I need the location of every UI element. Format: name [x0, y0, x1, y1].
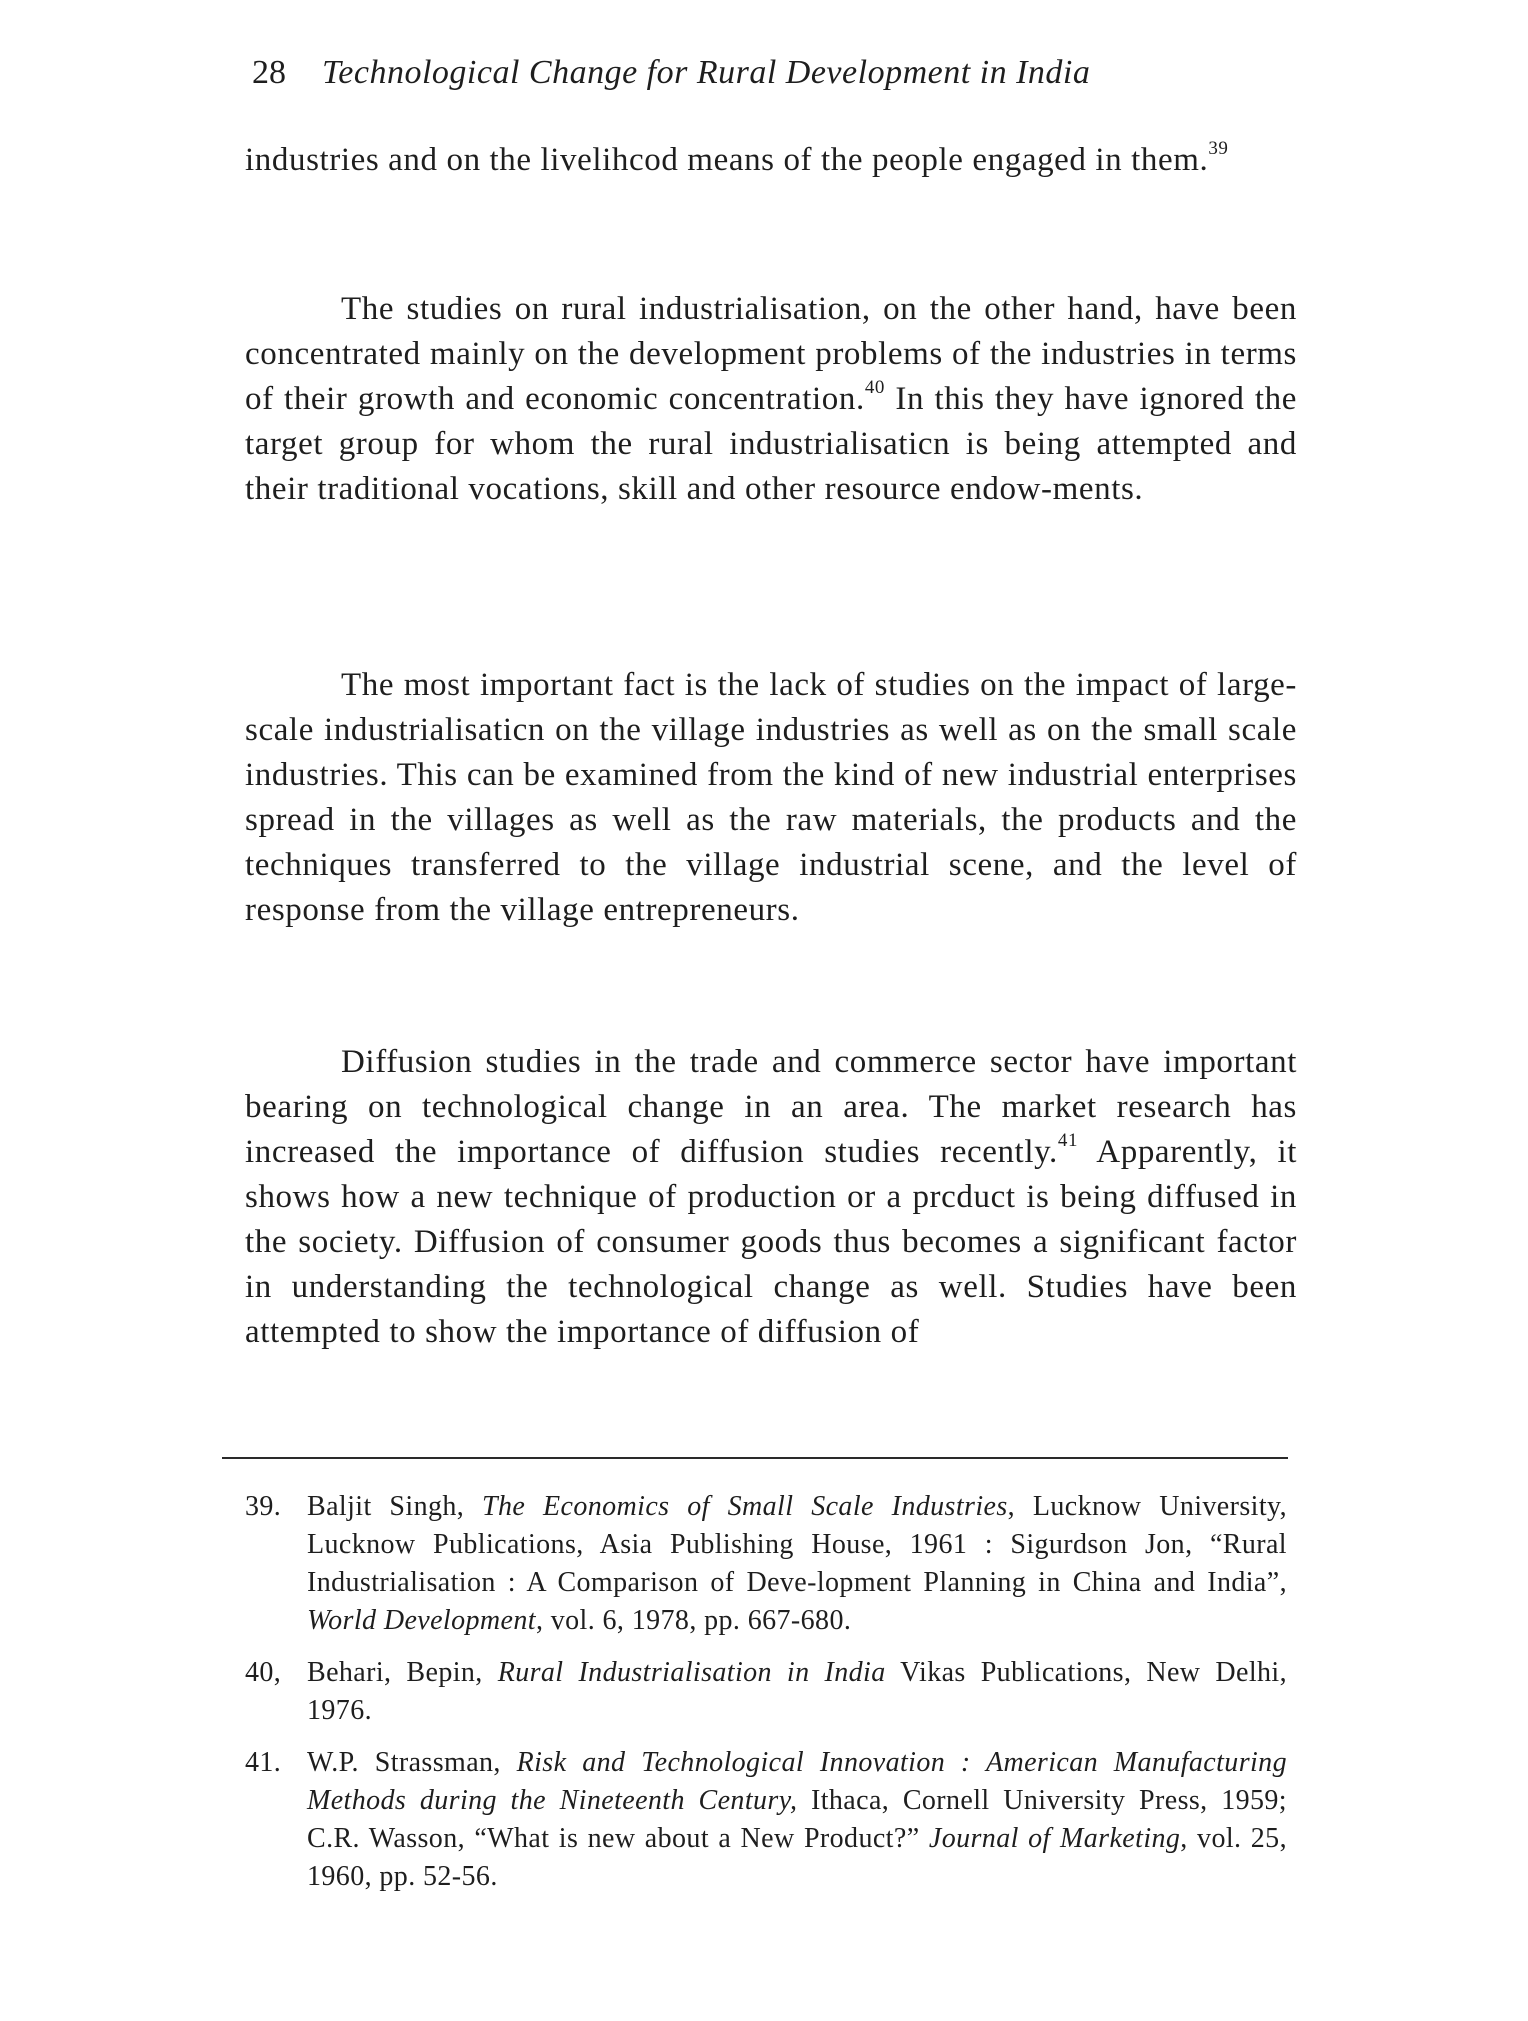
footnote-ref-40: 40 — [864, 377, 886, 398]
book-title: Technological Change for Rural Development in India — [322, 54, 1091, 91]
paragraph-diffusion-studies: Diffusion studies in the trade and commerce sector have important bearing on technological change in an area. The market research has increased the importance of diffusion studies recently.$^{41}$ Apparently, it shows how a new technique of production or a prcduct is being diffused in the society. Diffusion of consumer goods thus becomes a significant factor in understanding the technological change as well. Studies have been attempted to show the importance of diffusion of — [245, 1044, 1298, 1350]
running-head — [252, 50, 1292, 96]
footnote-39 — [245, 1488, 1287, 1640]
footnote-text: W.P. Strassman, Risk and Technological Innovation : American Manufacturing Methods during the Nineteenth Century, Ithaca, Cornell University Press, 1959; C.R. Wasson, “What is new about a New Product?” Journal of Marketing, vol. 25, 1960, pp. 52-56. — [307, 1747, 1287, 1892]
footnote-40 — [245, 1654, 1287, 1730]
footnote-number: 39. — [245, 1491, 282, 1522]
footnotes — [245, 1488, 1287, 1910]
footnote-ref-41: 41 — [1057, 1130, 1079, 1151]
footnote-ref-39: 39 — [1208, 138, 1229, 159]
footnote-text: Behari, Bepin, Rural Industrialisation in India Vikas Publications, New Delhi, 1976. — [307, 1657, 1287, 1726]
footnote-number: 41. — [245, 1747, 282, 1778]
footnote-number: 40, — [245, 1657, 282, 1688]
footnote-41 — [245, 1744, 1287, 1896]
paragraph-continuation: industries and on the livelihcod means of the people engaged in them.$^{39}$ — [245, 138, 1229, 178]
footnote-divider — [222, 1457, 1288, 1459]
paragraph-large-scale-impact: The most important fact is the lack of studies on the impact of large-scale industrialisaticn on the village industries as well as on the small scale industries. This can be examined from the kind of new industrial enterprises spread in the villages as well as the raw materials, the products and the techniques transferred to the village industrial scene, and the level of response from the village entrepreneurs. — [245, 667, 1297, 928]
paragraph-rural-industrialisation: The studies on rural industrialisation, on the other hand, have been concentrated mainly on the development problems of the industries in terms of their growth and economic concentration.$^{40}$ In this they have ignored the target group for whom the rural industrialisaticn is being attempted and their traditional vocations, skill and other resource endow-ments. — [245, 291, 1297, 507]
footnote-text: Baljit Singh, The Economics of Small Scale Industries, Lucknow University, Lucknow Publications, Asia Publishing House, 1961 : Sigurdson Jon, “Rural Industrialisation : A Comparison of Deve-lopment Planning in China and India”, World Development, vol. 6, 1978, pp. 667-680. — [307, 1491, 1287, 1636]
page-number: 28 — [252, 54, 286, 91]
